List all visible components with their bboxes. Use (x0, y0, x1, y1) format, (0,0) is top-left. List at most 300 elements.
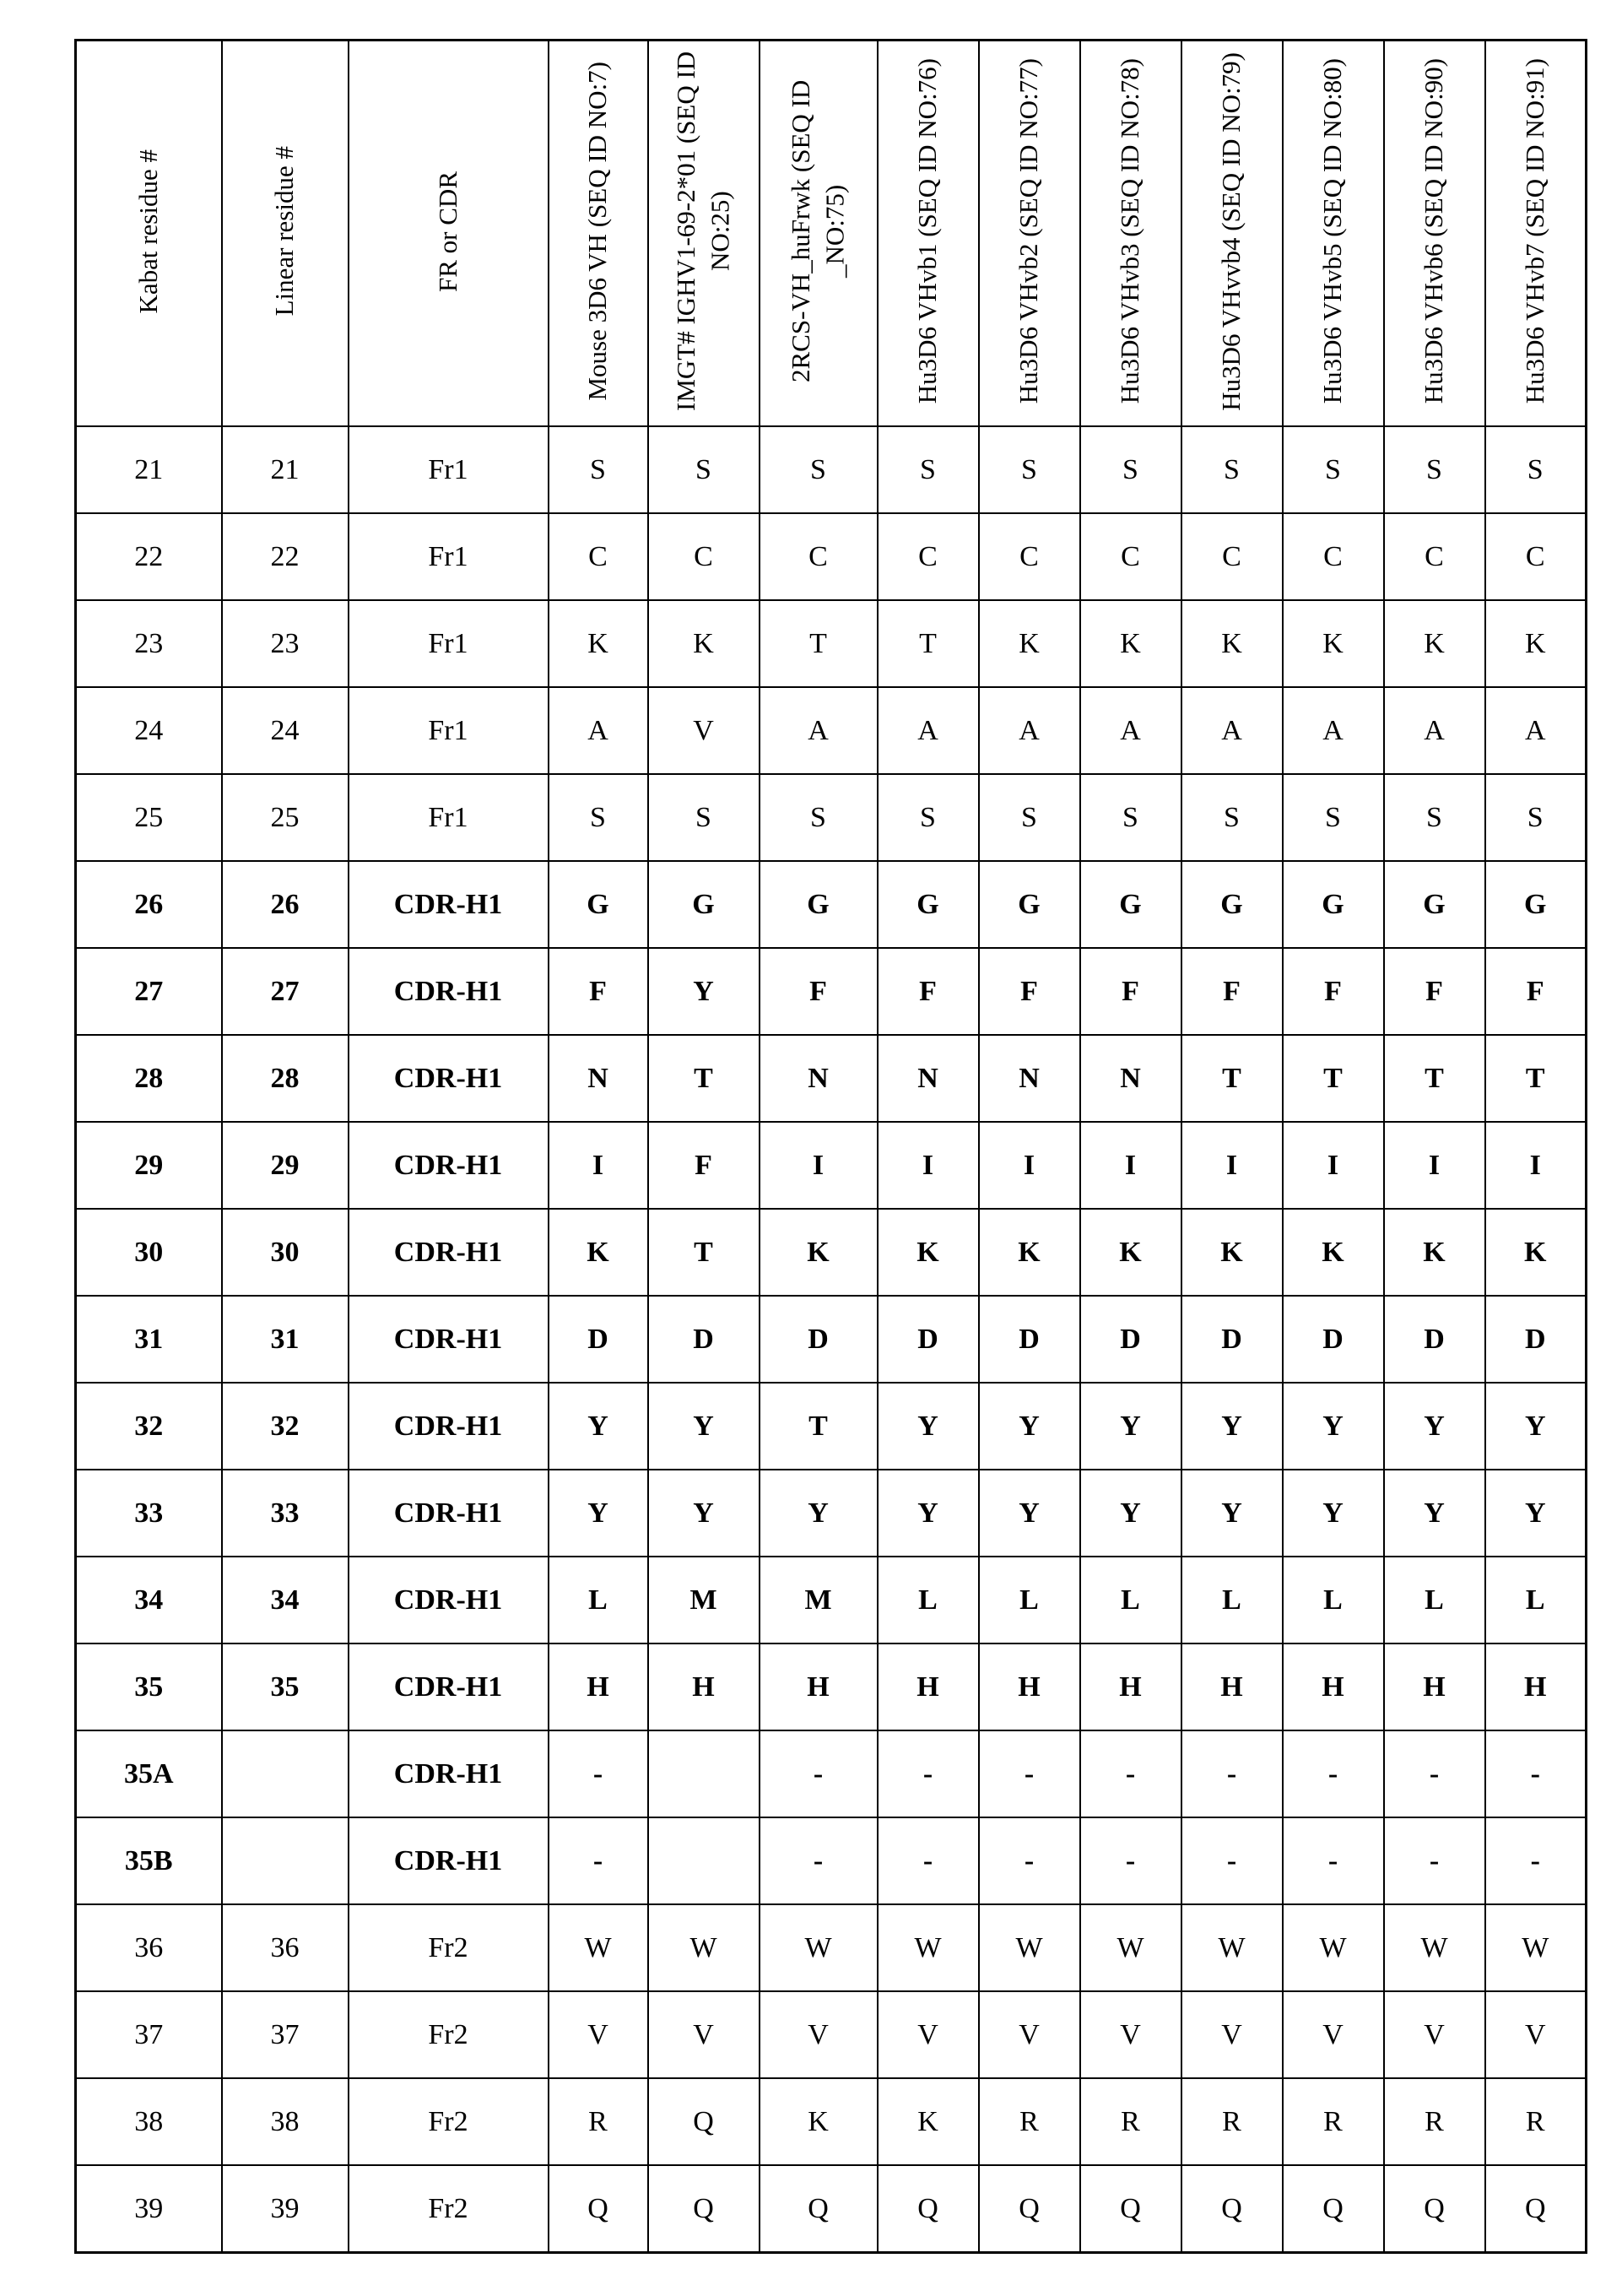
residue-cell: V (979, 1991, 1080, 2078)
residue-cell: F (549, 948, 648, 1035)
residue-cell: S (979, 774, 1080, 861)
residue-cell: S (1283, 774, 1384, 861)
linear-cell: 35 (222, 1643, 349, 1730)
linear-cell: 24 (222, 687, 349, 774)
residue-cell: - (979, 1817, 1080, 1904)
residue-cell: V (1485, 1991, 1587, 2078)
residue-cell: W (549, 1904, 648, 1991)
linear-cell: 37 (222, 1991, 349, 2078)
residue-cell: I (979, 1122, 1080, 1209)
linear-cell: 27 (222, 948, 349, 1035)
residue-cell: F (1080, 948, 1181, 1035)
residue-cell: C (979, 513, 1080, 600)
residue-cell: D (648, 1296, 760, 1383)
sequence-alignment-table (74, 39, 1587, 2254)
column-header-sequence-6 (1080, 41, 1181, 427)
residue-cell: Y (979, 1383, 1080, 1470)
residue-cell: V (1181, 1991, 1283, 2078)
residue-cell: A (878, 687, 979, 774)
residue-cell: S (648, 426, 760, 513)
residue-cell: C (1181, 513, 1283, 600)
residue-cell: C (760, 513, 878, 600)
residue-cell: N (549, 1035, 648, 1122)
residue-cell: K (549, 600, 648, 687)
linear-cell: 38 (222, 2078, 349, 2165)
residue-cell: H (1283, 1643, 1384, 1730)
table-row (76, 774, 1587, 861)
column-header-sequence-10 (1485, 41, 1587, 427)
residue-cell: L (1283, 1557, 1384, 1643)
linear-cell: 36 (222, 1904, 349, 1991)
residue-cell: F (1384, 948, 1485, 1035)
residue-cell: N (760, 1035, 878, 1122)
residue-cell: V (1283, 1991, 1384, 2078)
residue-cell: F (648, 1122, 760, 1209)
residue-cell: G (878, 861, 979, 948)
linear-cell: 34 (222, 1557, 349, 1643)
residue-cell: N (1080, 1035, 1181, 1122)
residue-cell: T (1384, 1035, 1485, 1122)
residue-cell: - (1181, 1817, 1283, 1904)
residue-cell: Y (1485, 1383, 1587, 1470)
residue-cell: W (1080, 1904, 1181, 1991)
table-row (76, 600, 1587, 687)
table-row (76, 1817, 1587, 1904)
residue-cell (648, 1730, 760, 1817)
residue-cell: - (1485, 1817, 1587, 1904)
linear-cell (222, 1817, 349, 1904)
header-label: Hu3D6 VHvb7 (SEQ ID NO:91) (1520, 58, 1550, 404)
region-cell: Fr2 (349, 1904, 549, 1991)
column-header-linear (222, 41, 349, 427)
table-row (76, 513, 1587, 600)
residue-cell: T (760, 1383, 878, 1470)
table-row (76, 1035, 1587, 1122)
table-row (76, 861, 1587, 948)
table-body (76, 426, 1587, 2253)
residue-cell: K (878, 1209, 979, 1296)
residue-cell: I (549, 1122, 648, 1209)
residue-cell: S (549, 774, 648, 861)
table-row (76, 1991, 1587, 2078)
residue-cell: Y (549, 1383, 648, 1470)
residue-cell: C (1384, 513, 1485, 600)
residue-cell: - (1384, 1730, 1485, 1817)
residue-cell: W (760, 1904, 878, 1991)
residue-cell: L (1080, 1557, 1181, 1643)
kabat-cell: 24 (76, 687, 222, 774)
residue-cell: Y (1080, 1383, 1181, 1470)
region-cell: CDR-H1 (349, 1557, 549, 1643)
residue-cell: K (1283, 1209, 1384, 1296)
kabat-cell: 28 (76, 1035, 222, 1122)
region-cell: CDR-H1 (349, 861, 549, 948)
residue-cell: Q (1384, 2165, 1485, 2253)
region-cell: Fr1 (349, 513, 549, 600)
kabat-cell: 35B (76, 1817, 222, 1904)
linear-cell: 21 (222, 426, 349, 513)
residue-cell: - (1181, 1730, 1283, 1817)
residue-cell: A (760, 687, 878, 774)
residue-cell: - (979, 1730, 1080, 1817)
residue-cell: Q (648, 2165, 760, 2253)
linear-cell (222, 1730, 349, 1817)
residue-cell: M (760, 1557, 878, 1643)
residue-cell: Q (648, 2078, 760, 2165)
residue-cell: D (549, 1296, 648, 1383)
residue-cell: D (1080, 1296, 1181, 1383)
residue-cell: H (760, 1643, 878, 1730)
residue-cell: - (1283, 1730, 1384, 1817)
residue-cell: W (1485, 1904, 1587, 1991)
header-label: Linear residue # (269, 146, 300, 317)
residue-cell: Y (648, 948, 760, 1035)
residue-cell: Y (1384, 1383, 1485, 1470)
residue-cell: V (1080, 1991, 1181, 2078)
residue-cell: K (1181, 600, 1283, 687)
linear-cell: 28 (222, 1035, 349, 1122)
kabat-cell: 34 (76, 1557, 222, 1643)
region-cell: CDR-H1 (349, 1383, 549, 1470)
table-row (76, 2078, 1587, 2165)
residue-cell: Y (1283, 1470, 1384, 1557)
residue-cell: G (1080, 861, 1181, 948)
table-row (76, 1296, 1587, 1383)
kabat-cell: 31 (76, 1296, 222, 1383)
residue-cell: A (1384, 687, 1485, 774)
column-header-kabat (76, 41, 222, 427)
residue-cell: - (760, 1730, 878, 1817)
residue-cell: F (1283, 948, 1384, 1035)
residue-cell: - (1080, 1730, 1181, 1817)
residue-cell: S (1080, 426, 1181, 513)
residue-cell: Y (878, 1383, 979, 1470)
residue-cell: N (979, 1035, 1080, 1122)
residue-cell: - (549, 1730, 648, 1817)
table-row (76, 687, 1587, 774)
residue-cell: L (1384, 1557, 1485, 1643)
residue-cell: S (979, 426, 1080, 513)
region-cell: Fr2 (349, 2078, 549, 2165)
kabat-cell: 35A (76, 1730, 222, 1817)
residue-cell: H (1485, 1643, 1587, 1730)
table-row (76, 2165, 1587, 2253)
residue-cell: G (1384, 861, 1485, 948)
residue-cell: Y (1485, 1470, 1587, 1557)
header-label: FR or CDR (432, 171, 462, 292)
residue-cell: F (760, 948, 878, 1035)
residue-cell: Y (549, 1470, 648, 1557)
residue-cell: K (760, 1209, 878, 1296)
residue-cell: G (648, 861, 760, 948)
residue-cell: D (979, 1296, 1080, 1383)
header-label: Hu3D6 VHvb6 (SEQ ID NO:90) (1419, 58, 1449, 404)
linear-cell: 22 (222, 513, 349, 600)
column-header-sequence-2 (648, 41, 760, 427)
residue-cell: D (1485, 1296, 1587, 1383)
residue-cell: W (1283, 1904, 1384, 1991)
residue-cell: I (1384, 1122, 1485, 1209)
residue-cell: L (878, 1557, 979, 1643)
residue-cell: S (1384, 774, 1485, 861)
residue-cell: W (648, 1904, 760, 1991)
residue-cell: Y (648, 1383, 760, 1470)
residue-cell: A (1181, 687, 1283, 774)
residue-cell: - (549, 1817, 648, 1904)
residue-cell: H (549, 1643, 648, 1730)
region-cell: CDR-H1 (349, 1817, 549, 1904)
kabat-cell: 25 (76, 774, 222, 861)
residue-cell: C (878, 513, 979, 600)
residue-cell: K (1485, 1209, 1587, 1296)
residue-cell: T (1485, 1035, 1587, 1122)
residue-cell: H (878, 1643, 979, 1730)
residue-cell: Y (1181, 1383, 1283, 1470)
residue-cell: A (1485, 687, 1587, 774)
residue-cell: R (1485, 2078, 1587, 2165)
region-cell: Fr2 (349, 2165, 549, 2253)
linear-cell: 29 (222, 1122, 349, 1209)
kabat-cell: 37 (76, 1991, 222, 2078)
residue-cell: T (878, 600, 979, 687)
residue-cell: A (979, 687, 1080, 774)
residue-cell: - (1485, 1730, 1587, 1817)
residue-cell: I (1181, 1122, 1283, 1209)
linear-cell: 26 (222, 861, 349, 948)
residue-cell: K (1384, 600, 1485, 687)
column-header-sequence-1 (549, 41, 648, 427)
region-cell: CDR-H1 (349, 1209, 549, 1296)
residue-cell: - (1384, 1817, 1485, 1904)
residue-cell: L (979, 1557, 1080, 1643)
kabat-cell: 21 (76, 426, 222, 513)
residue-cell: V (648, 1991, 760, 2078)
residue-cell (648, 1817, 760, 1904)
residue-cell: C (648, 513, 760, 600)
residue-cell: I (1485, 1122, 1587, 1209)
residue-cell: C (1485, 513, 1587, 600)
table-row (76, 1730, 1587, 1817)
table-header (76, 41, 1587, 427)
residue-cell: R (549, 2078, 648, 2165)
residue-cell: Q (1283, 2165, 1384, 2253)
residue-cell: F (878, 948, 979, 1035)
residue-cell: S (1080, 774, 1181, 861)
residue-cell: S (878, 426, 979, 513)
residue-cell: Y (760, 1470, 878, 1557)
residue-cell: W (979, 1904, 1080, 1991)
header-label: Kabat residue # (133, 149, 164, 314)
kabat-cell: 22 (76, 513, 222, 600)
residue-cell: A (549, 687, 648, 774)
kabat-cell: 35 (76, 1643, 222, 1730)
kabat-cell: 39 (76, 2165, 222, 2253)
linear-cell: 31 (222, 1296, 349, 1383)
region-cell: Fr2 (349, 1991, 549, 2078)
residue-cell: S (1181, 774, 1283, 861)
table-row (76, 1470, 1587, 1557)
residue-cell: Y (979, 1470, 1080, 1557)
residue-cell: Q (979, 2165, 1080, 2253)
header-label: Hu3D6 VHvvb4 (SEQ ID NO:79) (1216, 51, 1246, 411)
residue-cell: S (760, 426, 878, 513)
residue-cell: K (1283, 600, 1384, 687)
region-cell: Fr1 (349, 774, 549, 861)
region-cell: CDR-H1 (349, 1470, 549, 1557)
residue-cell: R (979, 2078, 1080, 2165)
table-row (76, 1383, 1587, 1470)
kabat-cell: 36 (76, 1904, 222, 1991)
residue-cell: Q (1181, 2165, 1283, 2253)
column-header-sequence-8 (1283, 41, 1384, 427)
residue-cell: T (1283, 1035, 1384, 1122)
kabat-cell: 29 (76, 1122, 222, 1209)
residue-cell: H (1181, 1643, 1283, 1730)
residue-cell: G (979, 861, 1080, 948)
residue-cell: T (760, 600, 878, 687)
region-cell: CDR-H1 (349, 1122, 549, 1209)
residue-cell: Y (648, 1470, 760, 1557)
header-label: 2RCS-VH_huFrwk (SEQ ID _NO:75) (786, 79, 850, 383)
table-row (76, 1643, 1587, 1730)
region-cell: CDR-H1 (349, 948, 549, 1035)
residue-cell: W (878, 1904, 979, 1991)
residue-cell: R (1181, 2078, 1283, 2165)
residue-cell: G (549, 861, 648, 948)
kabat-cell: 33 (76, 1470, 222, 1557)
residue-cell: K (1384, 1209, 1485, 1296)
residue-cell: L (549, 1557, 648, 1643)
residue-cell: K (979, 600, 1080, 687)
residue-cell: I (878, 1122, 979, 1209)
residue-cell: G (1283, 861, 1384, 948)
residue-cell: Y (1080, 1470, 1181, 1557)
residue-cell: K (1080, 600, 1181, 687)
header-row (76, 41, 1587, 427)
table-row (76, 948, 1587, 1035)
residue-cell: S (878, 774, 979, 861)
residue-cell: T (648, 1209, 760, 1296)
region-cell: CDR-H1 (349, 1296, 549, 1383)
residue-cell: - (878, 1817, 979, 1904)
residue-cell: K (979, 1209, 1080, 1296)
region-cell: Fr1 (349, 426, 549, 513)
residue-cell: F (979, 948, 1080, 1035)
header-label: Hu3D6 VHvb1 (SEQ ID NO:76) (912, 58, 943, 404)
kabat-cell: 23 (76, 600, 222, 687)
residue-cell: S (549, 426, 648, 513)
residue-cell: F (1485, 948, 1587, 1035)
linear-cell: 30 (222, 1209, 349, 1296)
residue-cell: M (648, 1557, 760, 1643)
header-label: Hu3D6 VHvb5 (SEQ ID NO:80) (1317, 58, 1348, 404)
table-row (76, 1557, 1587, 1643)
residue-cell: Q (1485, 2165, 1587, 2253)
column-header-region (349, 41, 549, 427)
residue-cell: S (1181, 426, 1283, 513)
residue-cell: V (878, 1991, 979, 2078)
residue-cell: S (648, 774, 760, 861)
column-header-sequence-5 (979, 41, 1080, 427)
column-header-sequence-7 (1181, 41, 1283, 427)
region-cell: Fr1 (349, 600, 549, 687)
residue-cell: L (1181, 1557, 1283, 1643)
residue-cell: H (648, 1643, 760, 1730)
residue-cell: S (1283, 426, 1384, 513)
residue-cell: D (1384, 1296, 1485, 1383)
residue-cell: N (878, 1035, 979, 1122)
residue-cell: S (1485, 426, 1587, 513)
linear-cell: 25 (222, 774, 349, 861)
residue-cell: Q (1080, 2165, 1181, 2253)
residue-cell: Y (878, 1470, 979, 1557)
residue-cell: W (1181, 1904, 1283, 1991)
residue-cell: V (1384, 1991, 1485, 2078)
column-header-sequence-9 (1384, 41, 1485, 427)
residue-cell: K (878, 2078, 979, 2165)
residue-cell: - (760, 1817, 878, 1904)
kabat-cell: 26 (76, 861, 222, 948)
linear-cell: 39 (222, 2165, 349, 2253)
residue-cell: V (549, 1991, 648, 2078)
residue-cell: S (760, 774, 878, 861)
residue-cell: Q (878, 2165, 979, 2253)
kabat-cell: 38 (76, 2078, 222, 2165)
residue-cell: D (760, 1296, 878, 1383)
header-label: Hu3D6 VHvb3 (SEQ ID NO:78) (1115, 58, 1145, 404)
residue-cell: G (1485, 861, 1587, 948)
residue-cell: K (648, 600, 760, 687)
residue-cell: K (549, 1209, 648, 1296)
residue-cell: H (1080, 1643, 1181, 1730)
kabat-cell: 27 (76, 948, 222, 1035)
residue-cell: K (1080, 1209, 1181, 1296)
region-cell: CDR-H1 (349, 1643, 549, 1730)
residue-cell: R (1384, 2078, 1485, 2165)
region-cell: CDR-H1 (349, 1730, 549, 1817)
residue-cell: V (648, 687, 760, 774)
linear-cell: 33 (222, 1470, 349, 1557)
residue-cell: I (760, 1122, 878, 1209)
header-label: Mouse 3D6 VH (SEQ ID NO:7) (582, 62, 613, 401)
residue-cell: K (1485, 600, 1587, 687)
residue-cell: V (760, 1991, 878, 2078)
residue-cell: D (878, 1296, 979, 1383)
residue-cell: R (1283, 2078, 1384, 2165)
residue-cell: A (1283, 687, 1384, 774)
residue-cell: C (1283, 513, 1384, 600)
residue-cell: Y (1384, 1470, 1485, 1557)
table-row (76, 1209, 1587, 1296)
region-cell: Fr1 (349, 687, 549, 774)
residue-cell: I (1080, 1122, 1181, 1209)
residue-cell: D (1283, 1296, 1384, 1383)
column-header-sequence-3 (760, 41, 878, 427)
column-header-sequence-4 (878, 41, 979, 427)
residue-cell: D (1181, 1296, 1283, 1383)
residue-cell: T (648, 1035, 760, 1122)
residue-cell: R (1080, 2078, 1181, 2165)
kabat-cell: 32 (76, 1383, 222, 1470)
residue-cell: - (878, 1730, 979, 1817)
residue-cell: H (1384, 1643, 1485, 1730)
residue-cell: Y (1181, 1470, 1283, 1557)
residue-cell: S (1485, 774, 1587, 861)
region-cell: CDR-H1 (349, 1035, 549, 1122)
residue-cell: K (1181, 1209, 1283, 1296)
residue-cell: G (760, 861, 878, 948)
linear-cell: 23 (222, 600, 349, 687)
